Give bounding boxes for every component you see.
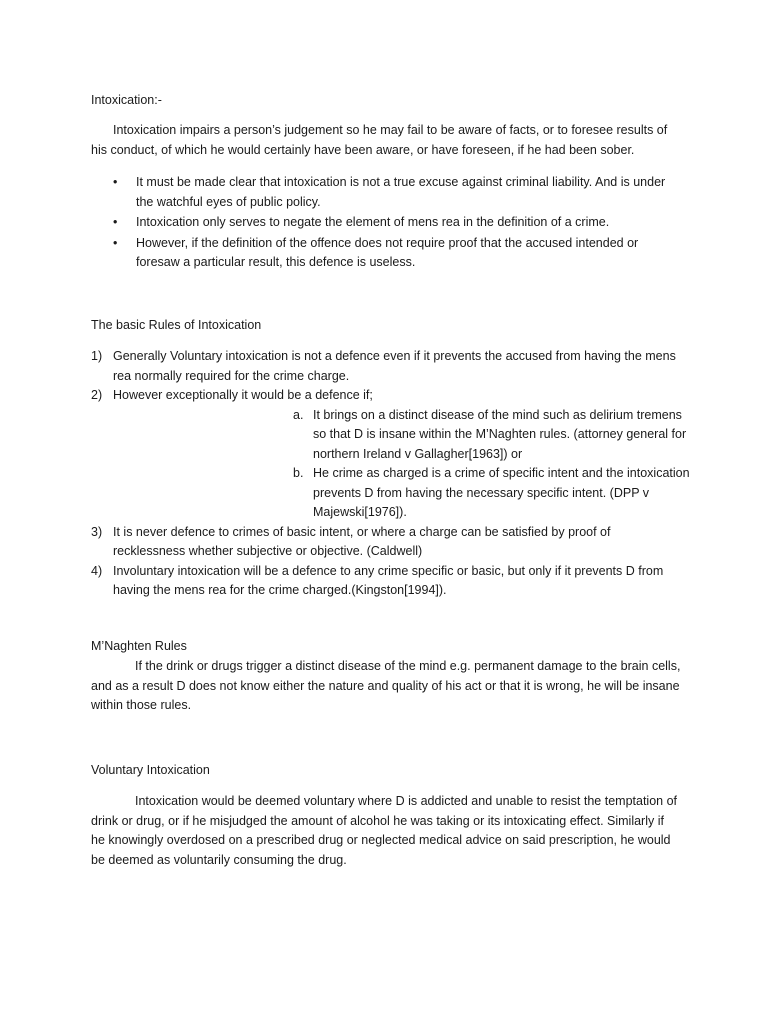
rule-text: However exceptionally it would be a defence if; bbox=[113, 388, 373, 402]
bullet-text: However, if the definition of the offence does not require proof that the accused intended or foresaw a particular result, this defence is useless. bbox=[136, 235, 639, 269]
list-item bbox=[91, 562, 681, 601]
rule-text: Involuntary intoxication will be a defence to any crime specific or basic, but only if it prevents D from having the mens rea for the crime charged.(Kingston[1994]). bbox=[113, 563, 664, 597]
bullet-text: It must be made clear that intoxication is not a true excuse against criminal liability. And is under the watchful eyes of public policy. bbox=[136, 175, 666, 209]
list-item bbox=[91, 347, 681, 386]
section-heading-voluntary-intoxication: Voluntary Intoxication bbox=[91, 763, 210, 777]
rule-number: 4) bbox=[91, 563, 103, 578]
rule-number: 2) bbox=[91, 388, 103, 402]
rule-text: It is never defence to crimes of basic intent, or where a charge can be satisfied by proof of recklessness whether subjective or objective. (Caldwell) bbox=[113, 524, 611, 558]
rule-number: 3) bbox=[91, 524, 103, 539]
list-item bbox=[91, 234, 681, 273]
bullet-icon: • bbox=[113, 215, 118, 229]
list-item bbox=[91, 523, 681, 562]
intoxication-bullet-list bbox=[91, 173, 681, 274]
list-item bbox=[293, 406, 693, 465]
basic-rules-list bbox=[91, 347, 690, 601]
list-item bbox=[91, 213, 681, 233]
mnaghten-paragraph: If the drink or drugs trigger a distinct disease of the mind e.g. permanent damage to the brain cells, and as a result D does not know either the nature and quality of his act or that it is wrong, he will be insane within those rules. bbox=[91, 659, 681, 712]
exception-sublist bbox=[113, 406, 690, 523]
voluntary-intoxication-paragraph: Intoxication would be deemed voluntary where D is addicted and unable to resist the temptation of drink or drug, or if he misjudged the amount of alcohol he was taking or its intoxicating effect. Similarly if he knowingly overdosed on a prescribed drug or neglected medical advice on said prescription, he would be deemed as voluntarily consuming the drug. bbox=[91, 794, 677, 867]
rule-text: Generally Voluntary intoxication is not a defence even if it prevents the accused from having the mens rea normally required for the crime charge. bbox=[113, 349, 676, 383]
list-item bbox=[91, 173, 681, 212]
section-heading-basic-rules: The basic Rules of Intoxication bbox=[91, 318, 262, 332]
section-heading-mnaghten-rules: M’Naghten Rules bbox=[91, 639, 187, 653]
subrule-text: It brings on a distinct disease of the mind such as delirium tremens so that D is insane within the M’Naghten rules. (attorney general for northern Ireland v Gallagher[1963]) or bbox=[313, 407, 687, 461]
subrule-label: a. bbox=[293, 407, 304, 422]
section-heading-intoxication: Intoxication:- bbox=[91, 93, 162, 107]
list-item bbox=[293, 464, 693, 523]
bullet-icon: • bbox=[113, 175, 118, 189]
subrule-label: b. bbox=[293, 466, 304, 480]
subrule-text: He crime as charged is a crime of specific intent and the intoxication prevents D from having the necessary specific intent. (DPP v Majewski[1976]). bbox=[313, 466, 690, 519]
bullet-text: Intoxication only serves to negate the element of mens rea in the definition of a crime. bbox=[136, 215, 610, 229]
list-item bbox=[91, 386, 690, 523]
rule-number: 1) bbox=[91, 349, 103, 363]
bullet-icon: • bbox=[113, 235, 118, 250]
intro-paragraph: Intoxication impairs a person’s judgement so he may fail to be aware of facts, or to foresee results of his conduct, of which he would certainly have been aware, or have foreseen, if he had been sober. bbox=[91, 123, 668, 157]
